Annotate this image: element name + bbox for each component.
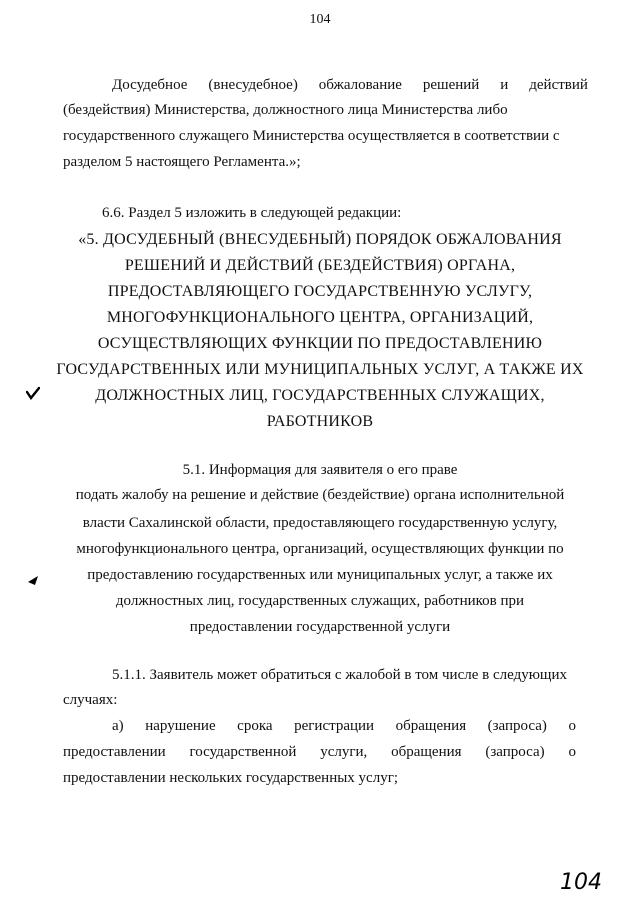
item-a-word: (запроса): [487, 718, 547, 734]
item-a-line3: предоставлении нескольких государственных услуг;: [63, 770, 399, 786]
para1-word: действий: [529, 77, 588, 93]
item-a-word: а): [112, 718, 124, 734]
para1-word: (внесудебное): [208, 77, 298, 93]
para1-line3: государственного служащего Министерства осуществляется в соответствии с: [63, 128, 560, 144]
para-5-1-1-line2: случаях:: [63, 692, 118, 708]
section-heading-line: «5. ДОСУДЕБНЫЙ (ВНЕСУДЕБНЫЙ) ПОРЯДОК ОБЖАЛОВАНИЯ: [78, 231, 562, 248]
clause-6-6: 6.6. Раздел 5 изложить в следующей редакции:: [102, 205, 402, 221]
item-a-word: регистрации: [294, 718, 375, 734]
margin-arrow-mark: [27, 574, 39, 586]
para1-line1: [112, 76, 588, 94]
para-5-1-1-line1: 5.1.1. Заявитель может обратиться с жалобой в том числе в следующих: [112, 667, 567, 683]
subsection-heading-line: власти Сахалинской области, предоставляющего государственную услугу,: [82, 515, 558, 531]
section-heading-line: РЕШЕНИЙ И ДЕЙСТВИЙ (БЕЗДЕЙСТВИЯ) ОРГАНА,: [124, 257, 516, 274]
section-heading-line: ОСУЩЕСТВЛЯЮЩИХ ФУНКЦИИ ПО ПРЕДОСТАВЛЕНИЮ: [97, 335, 543, 352]
item-a-word: услуги,: [320, 744, 368, 760]
subsection-heading-line: многофункционального центра, организаций, осуществляющих функции по: [76, 541, 564, 557]
section-heading-line: ДОЛЖНОСТНЫХ ЛИЦ, ГОСУДАРСТВЕННЫХ СЛУЖАЩИХ,: [95, 387, 545, 404]
section-heading-line: РАБОТНИКОВ: [266, 413, 374, 430]
item-a-word: нарушение: [145, 718, 216, 734]
para1-line4: разделом 5 настоящего Регламента.»;: [63, 154, 301, 170]
item-a-line2: [63, 743, 576, 761]
item-a-line1: [112, 717, 576, 735]
subsection-heading-line: подать жалобу на решение и действие (бездействие) органа исполнительной: [75, 487, 565, 503]
para1-line2: (бездействия) Министерства, должностного лица Министерства либо: [63, 102, 508, 118]
item-a-word: обращения: [391, 744, 462, 760]
subsection-heading-line: предоставлению государственных или муниципальных услуг, а также их: [87, 567, 553, 583]
para1-word: Досудебное: [112, 77, 188, 93]
item-a-word: (запроса): [485, 744, 545, 760]
handwritten-page-number: 104: [560, 870, 602, 895]
para1-word: и: [500, 77, 509, 93]
subsection-heading-line: должностных лиц, государственных служащих, работников при: [115, 593, 525, 609]
subsection-heading-line: 5.1. Информация для заявителя о его праве: [182, 462, 458, 478]
item-a-word: государственной: [189, 744, 297, 760]
para1-word: обжалование: [318, 77, 402, 93]
section-heading-line: МНОГОФУНКЦИОНАЛЬНОГО ЦЕНТРА, ОРГАНИЗАЦИЙ,: [106, 309, 534, 326]
section-heading-line: ГОСУДАРСТВЕННЫХ ИЛИ МУНИЦИПАЛЬНЫХ УСЛУГ, А ТАКЖЕ ИХ: [56, 361, 584, 378]
item-a-word: предоставлении: [63, 744, 166, 760]
item-a-word: о: [568, 744, 576, 760]
margin-tick-mark: [26, 386, 40, 400]
subsection-heading-line: предоставлении государственной услуги: [189, 619, 451, 635]
section-heading-line: ПРЕДОСТАВЛЯЮЩЕГО ГОСУДАРСТВЕННУЮ УСЛУГУ,: [107, 283, 533, 300]
item-a-word: срока: [237, 718, 273, 734]
para1-word: решений: [422, 77, 480, 93]
page-number: 104: [309, 12, 331, 27]
item-a-word: о: [568, 718, 576, 734]
item-a-word: обращения: [395, 718, 467, 734]
